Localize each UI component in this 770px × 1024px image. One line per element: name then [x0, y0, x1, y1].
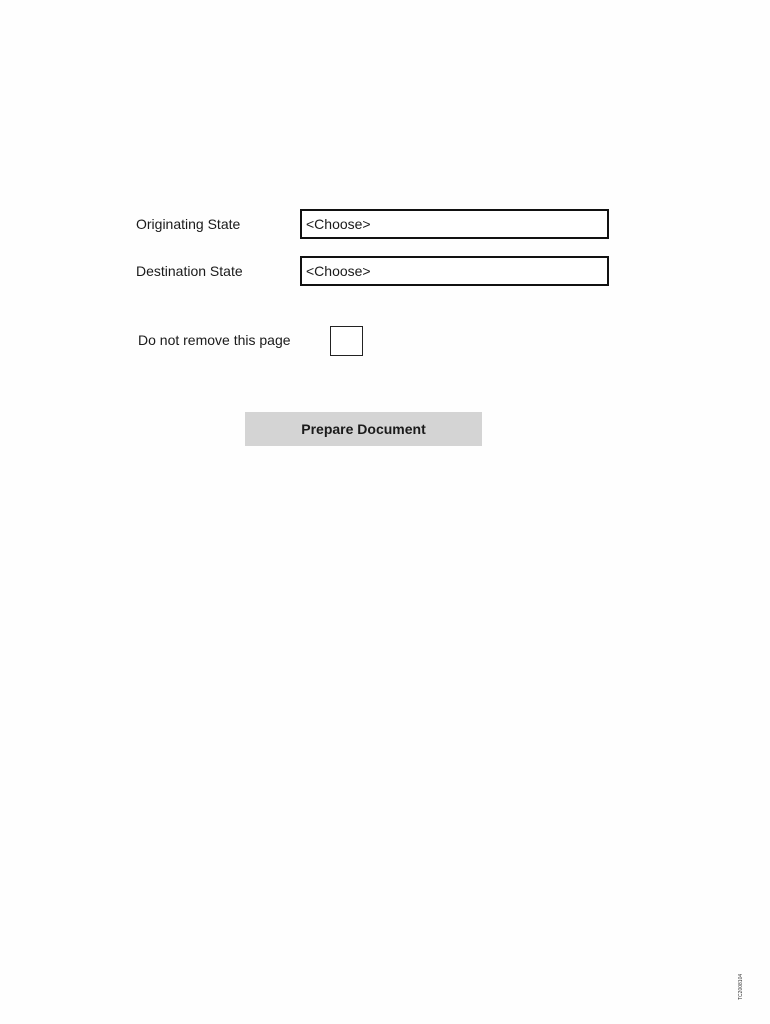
originating-state-label: Originating State	[136, 216, 241, 232]
form-code-stamp: TC2008104	[738, 973, 744, 1000]
keep-page-label: Do not remove this page	[138, 332, 291, 348]
originating-state-select[interactable]: <Choose>	[300, 209, 609, 239]
keep-page-checkbox[interactable]	[330, 326, 363, 356]
destination-state-select[interactable]: <Choose>	[300, 256, 609, 286]
destination-state-label: Destination State	[136, 263, 243, 279]
prepare-document-button[interactable]: Prepare Document	[245, 412, 482, 446]
